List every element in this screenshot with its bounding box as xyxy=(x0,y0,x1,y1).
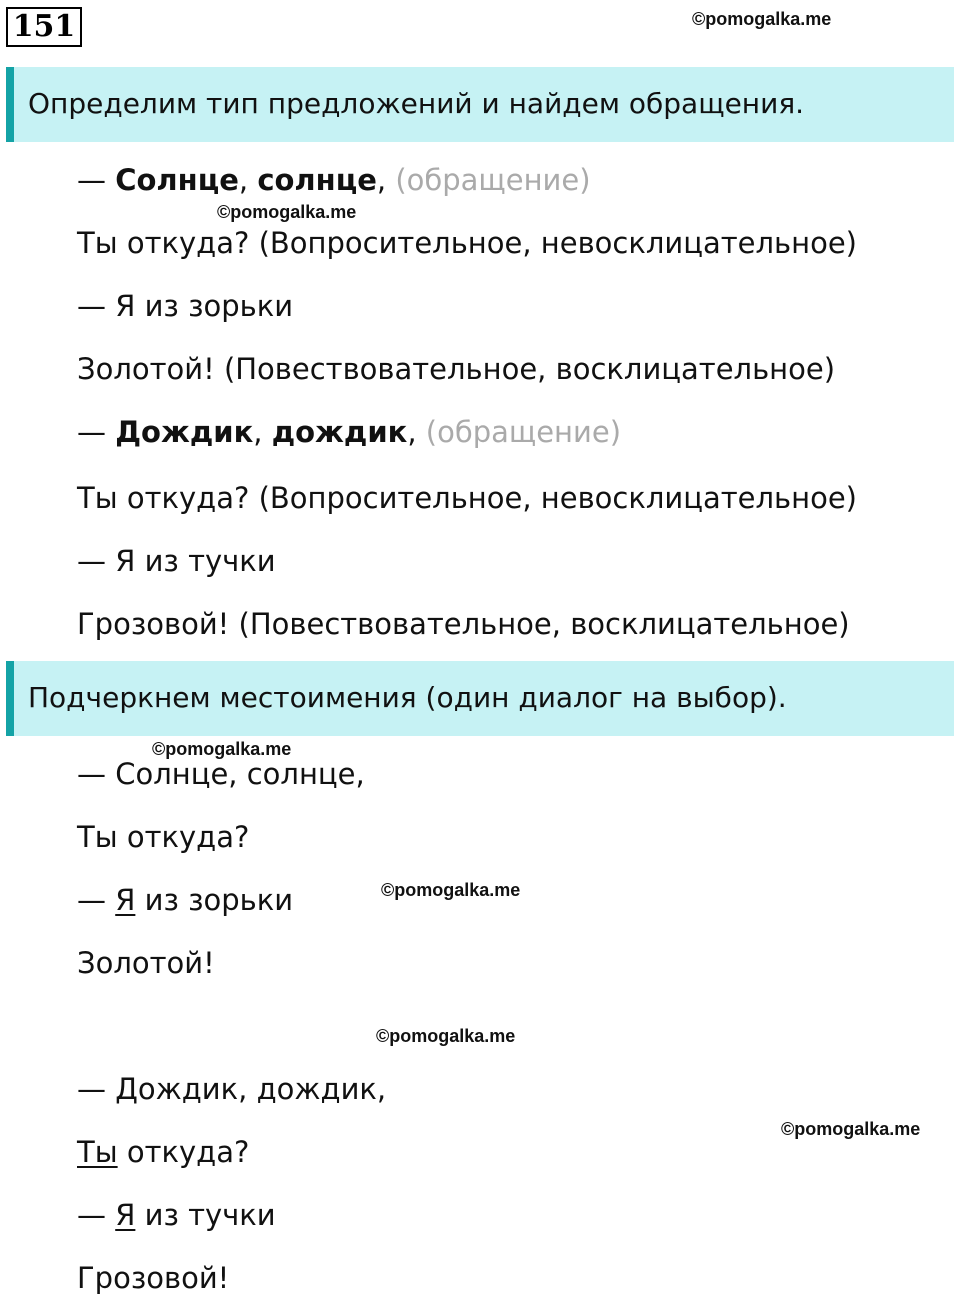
dash: — xyxy=(77,415,106,449)
section-banner-2 xyxy=(6,661,954,736)
dialog-line-14 xyxy=(77,1134,249,1170)
dialog-line-12: Золотой! xyxy=(77,946,215,980)
watermark: ©pomogalka.me xyxy=(692,9,832,29)
line-rest: откуда? xyxy=(117,1135,250,1169)
address-note: (обращение) xyxy=(425,415,622,449)
dialog-line-2: Ты откуда? (Вопросительное, невосклицательное) xyxy=(77,226,857,260)
dialog-line-3: — Я из зорьки xyxy=(77,289,294,323)
separator: , xyxy=(407,415,426,449)
watermark: ©pomogalka.me xyxy=(217,202,357,222)
separator: , xyxy=(376,163,396,197)
watermark: ©pomogalka.me xyxy=(381,880,521,900)
address-word: Дождик xyxy=(115,415,254,449)
line-rest: из тучки xyxy=(135,1198,276,1232)
separator: , xyxy=(253,415,272,449)
address-word: солнце xyxy=(257,163,377,197)
watermark: ©pomogalka.me xyxy=(781,1119,921,1139)
dialog-line-16: Грозовой! xyxy=(77,1261,230,1295)
address-word: Солнце xyxy=(115,163,239,197)
dash: — xyxy=(77,883,116,917)
separator: , xyxy=(238,163,258,197)
dialog-line-10: Ты откуда? xyxy=(77,820,250,854)
dialog-line-11 xyxy=(77,882,293,918)
section-heading-1: Определим тип предложений и найдем обращения. xyxy=(28,87,805,120)
underlined-pronoun: Я xyxy=(115,1198,136,1232)
dialog-line-4: Золотой! (Повествовательное, восклицательное) xyxy=(77,352,836,386)
dialog-line-15 xyxy=(77,1197,276,1233)
watermark: ©pomogalka.me xyxy=(376,1026,516,1046)
task-number: 151 xyxy=(6,7,82,47)
address-note: (обращение) xyxy=(395,163,591,197)
watermark: ©pomogalka.me xyxy=(152,739,292,759)
dialog-line-9: — Солнце, солнце, xyxy=(77,757,365,791)
dash: — xyxy=(77,1198,116,1232)
line-rest: из зорьки xyxy=(135,883,294,917)
section-heading-2: Подчеркнем местоимения (один диалог на выбор). xyxy=(28,681,787,714)
address-word: дождик xyxy=(271,415,408,449)
dialog-line-5 xyxy=(77,414,621,450)
dialog-line-13: — Дождик, дождик, xyxy=(77,1072,387,1106)
dialog-line-1 xyxy=(77,162,591,198)
section-banner-1 xyxy=(6,67,954,142)
dialog-line-7: — Я из тучки xyxy=(77,544,276,578)
dialog-line-6: Ты откуда? (Вопросительное, невосклицательное) xyxy=(77,481,857,515)
dialog-line-8: Грозовой! (Повествовательное, восклицательное) xyxy=(77,607,850,641)
underlined-pronoun: Я xyxy=(115,883,136,917)
dash: — xyxy=(77,163,106,197)
underlined-pronoun: Ты xyxy=(77,1135,118,1169)
